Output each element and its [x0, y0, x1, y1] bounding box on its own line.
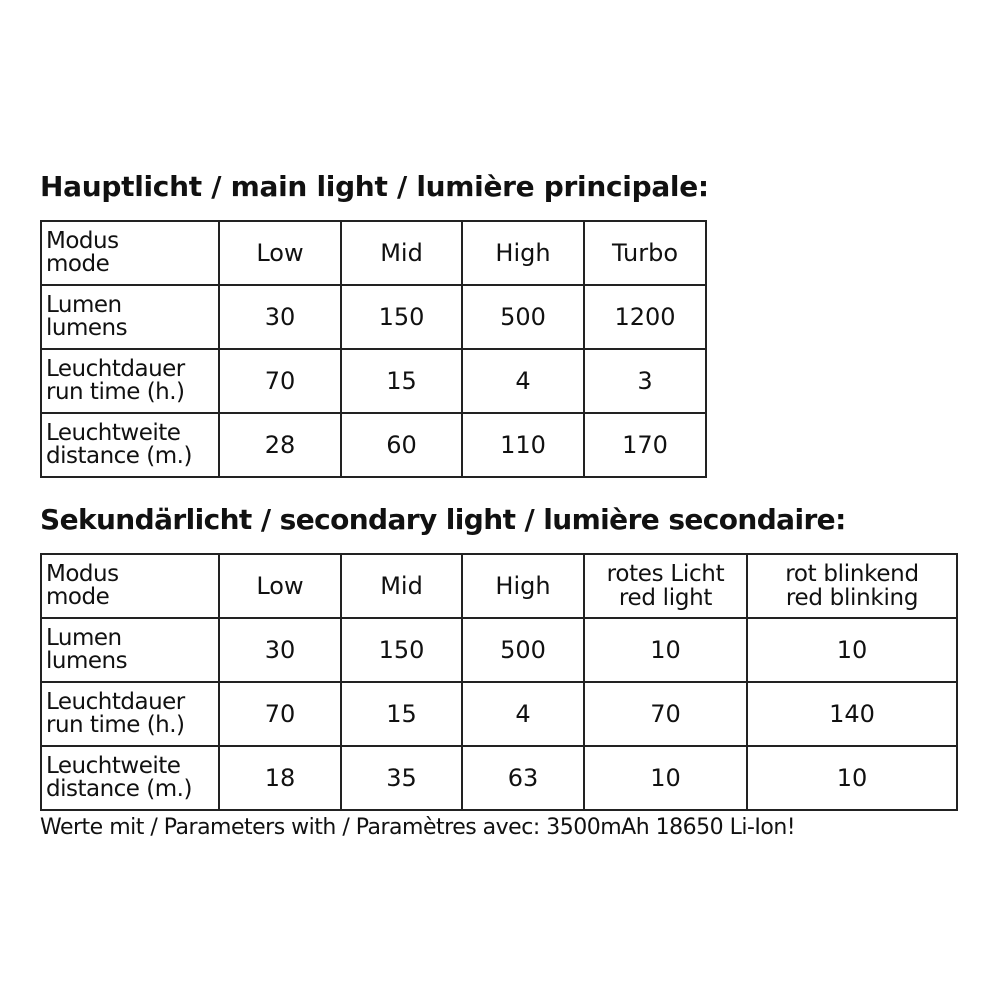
table-row-runtime — [41, 682, 957, 746]
table-cell: 140 — [747, 682, 957, 746]
table-cell: 500 — [462, 618, 584, 682]
main-light-table — [40, 220, 707, 478]
table-cell: 70 — [584, 682, 747, 746]
column-header: Turbo — [584, 221, 706, 285]
row-label: Leuchtweite distance (m.) — [41, 413, 219, 477]
table-cell: 15 — [341, 349, 462, 413]
table-cell: 4 — [462, 349, 584, 413]
table-row-distance — [41, 413, 706, 477]
table-row-runtime — [41, 349, 706, 413]
table-row-mode — [41, 221, 706, 285]
footnote: Werte mit / Parameters with / Paramètres avec: 3500mAh 18650 Li-Ion! — [40, 815, 796, 840]
table-cell: 18 — [219, 746, 341, 810]
table-cell: 10 — [584, 618, 747, 682]
row-label: Modus mode — [41, 221, 219, 285]
row-label: Leuchtdauer run time (h.) — [41, 349, 219, 413]
table-cell: 70 — [219, 682, 341, 746]
table-cell: 110 — [462, 413, 584, 477]
table-row-lumens — [41, 285, 706, 349]
table-row-lumens — [41, 618, 957, 682]
table-cell: 30 — [219, 285, 341, 349]
column-header: High — [462, 554, 584, 618]
column-header: Low — [219, 221, 341, 285]
table-cell: 3 — [584, 349, 706, 413]
secondary-light-table — [40, 553, 958, 811]
table-cell: 150 — [341, 285, 462, 349]
table-cell: 500 — [462, 285, 584, 349]
table-cell: 30 — [219, 618, 341, 682]
row-label: Leuchtweite distance (m.) — [41, 746, 219, 810]
table-cell: 4 — [462, 682, 584, 746]
table-cell: 70 — [219, 349, 341, 413]
column-header: Mid — [341, 221, 462, 285]
column-header: Mid — [341, 554, 462, 618]
main-light-heading: Hauptlicht / main light / lumière principale: — [40, 170, 709, 203]
column-header: High — [462, 221, 584, 285]
column-header: rot blinkend red blinking — [747, 554, 957, 618]
row-label: Lumen lumens — [41, 618, 219, 682]
table-cell: 60 — [341, 413, 462, 477]
secondary-light-heading: Sekundärlicht / secondary light / lumière secondaire: — [40, 503, 846, 536]
table-row-distance — [41, 746, 957, 810]
table-cell: 15 — [341, 682, 462, 746]
table-cell: 10 — [584, 746, 747, 810]
column-header: Low — [219, 554, 341, 618]
row-label: Lumen lumens — [41, 285, 219, 349]
table-cell: 10 — [747, 746, 957, 810]
row-label: Leuchtdauer run time (h.) — [41, 682, 219, 746]
table-row-mode — [41, 554, 957, 618]
table-cell: 63 — [462, 746, 584, 810]
table-cell: 170 — [584, 413, 706, 477]
row-label: Modus mode — [41, 554, 219, 618]
table-cell: 1200 — [584, 285, 706, 349]
table-cell: 10 — [747, 618, 957, 682]
table-cell: 35 — [341, 746, 462, 810]
table-cell: 28 — [219, 413, 341, 477]
table-cell: 150 — [341, 618, 462, 682]
column-header: rotes Licht red light — [584, 554, 747, 618]
